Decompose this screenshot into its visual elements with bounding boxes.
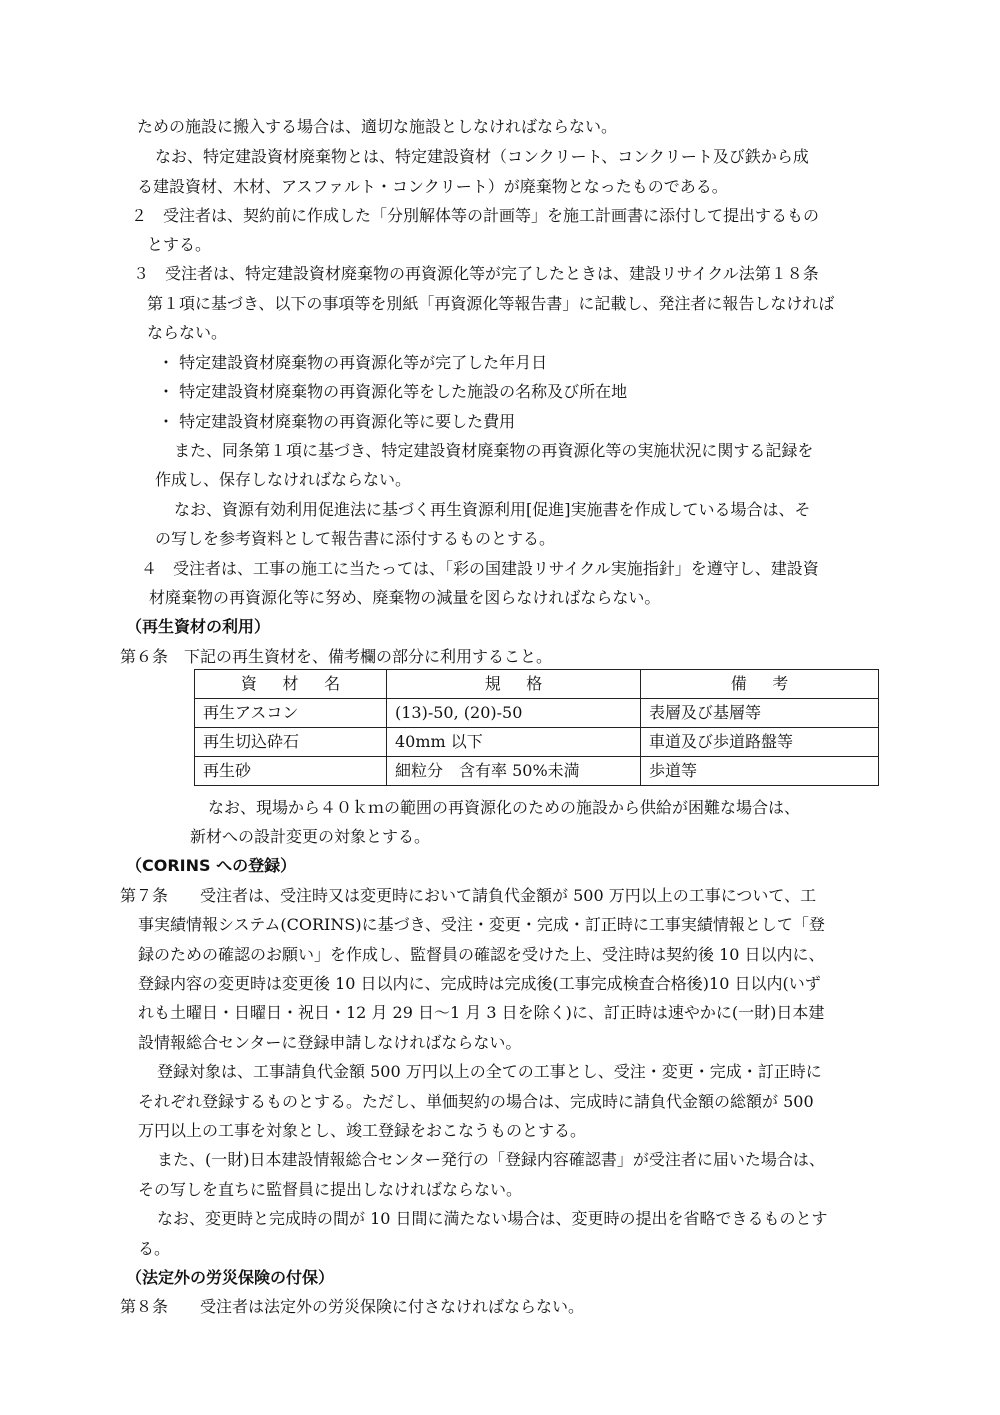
table-cell: 細粒分 含有率 50%未満 <box>387 757 641 786</box>
text-line: その写しを直ちに監督員に提出しなければならない。 <box>138 1180 523 1199</box>
text-line: れも土曜日・日曜日・祝日・12 月 29 日～1 月 3 日を除く)に、訂正時は速やかに(一財)日本建 <box>138 1003 825 1022</box>
text-line: なお、特定建設資材廃棄物とは、特定建設資材（コンクリート、コンクリート及び鉄から成 <box>155 147 809 166</box>
table-header: 備考 <box>641 670 879 699</box>
text-line: なお、現場から４０ｋｍの範囲の再資源化のための施設から供給が困難な場合は、 <box>208 798 801 817</box>
table-cell: 車道及び歩道路盤等 <box>641 728 879 757</box>
text-line: 登録対象は、工事請負代金額 500 万円以上の全ての工事とし、受注・変更・完成・訂正時に <box>157 1062 822 1081</box>
text-line: また、(一財)日本建設情報総合センター発行の「登録内容確認書」が受注者に届いた場合は、 <box>157 1150 825 1169</box>
text-line: 事実績情報システム(CORINS)に基づき、受注・変更・完成・訂正時に工事実績情報として「登 <box>138 915 825 934</box>
section-heading: （法定外の労災保険の付保） <box>126 1268 335 1287</box>
text-line: 設情報総合センターに登録申請しなければならない。 <box>138 1033 522 1052</box>
text-line: 材廃棄物の再資源化等に努め、廃棄物の減量を図らなければならない。 <box>149 588 661 607</box>
text-line: る。 <box>138 1239 171 1258</box>
text-line: 新材への設計変更の対象とする。 <box>190 827 431 846</box>
table-cell: (13)-50, (20)-50 <box>387 699 641 728</box>
section-heading: （CORINS への登録） <box>126 856 297 875</box>
table-header: 資材名 <box>195 670 387 699</box>
text-line: なお、資源有効利用促進法に基づく再生資源利用[促進]実施書を作成している場合は、そ <box>174 500 811 519</box>
bullet-item: ・ 特定建設資材廃棄物の再資源化等が完了した年月日 <box>158 353 548 372</box>
text-line: ２ 受注者は、契約前に作成した「分別解体等の計画等」を施工計画書に添付して提出するもの <box>131 206 820 225</box>
table-row <box>195 728 879 757</box>
section-heading: （再生資材の利用） <box>126 617 271 636</box>
text-line: 作成し、保存しなければならない。 <box>155 470 412 489</box>
text-line: ４ 受注者は、工事の施工に当たっては、「彩の国建設リサイクル実施指針」を遵守し、建設資 <box>141 559 819 578</box>
text-line: それぞれ登録するものとする。ただし、単価契約の場合は、完成時に請負代金額の総額が 500 <box>138 1092 814 1111</box>
table-cell: 40mm 以下 <box>387 728 641 757</box>
text-line: ならない。 <box>147 323 228 342</box>
text-line: ３ 受注者は、特定建設資材廃棄物の再資源化等が完了したときは、建設リサイクル法第１８条 <box>133 264 819 283</box>
table-cell: 再生切込砕石 <box>195 728 387 757</box>
article-line: 第８条 受注者は法定外の労災保険に付さなければならない。 <box>120 1297 585 1316</box>
text-line: とする。 <box>147 235 212 254</box>
table-row <box>195 699 879 728</box>
recycled-materials-table <box>194 669 879 786</box>
article-line: 第６条 下記の再生資材を、備考欄の部分に利用すること。 <box>120 647 553 666</box>
table-cell: 再生砂 <box>195 757 387 786</box>
table-cell: 再生アスコン <box>195 699 387 728</box>
table-row <box>195 757 879 786</box>
table-header: 規格 <box>387 670 641 699</box>
text-line: ための施設に搬入する場合は、適切な施設としなければならない。 <box>137 117 618 136</box>
text-line: 登録内容の変更時は変更後 10 日以内に、完成時は完成後(工事完成検査合格後)10 日以内(いず <box>138 974 821 993</box>
bullet-item: ・ 特定建設資材廃棄物の再資源化等に要した費用 <box>158 412 516 431</box>
text-line: 第１項に基づき、以下の事項等を別紙「再資源化等報告書」に記載し、発注者に報告しなければ <box>147 294 835 313</box>
text-line: の写しを参考資料として報告書に添付するものとする。 <box>155 529 556 548</box>
text-line: なお、変更時と完成時の間が 10 日間に満たない場合は、変更時の提出を省略できるものとす <box>157 1209 828 1228</box>
bullet-item: ・ 特定建設資材廃棄物の再資源化等をした施設の名称及び所在地 <box>158 382 628 401</box>
table-cell: 歩道等 <box>641 757 879 786</box>
text-line: る建設資材、木材、アスファルト・コンクリート）が廃棄物となったものである。 <box>137 177 728 196</box>
table-header-row <box>195 670 879 699</box>
article-line: 第７条 受注者は、受注時又は変更時において請負代金額が 500 万円以上の工事について、工 <box>120 886 817 905</box>
table-cell: 表層及び基層等 <box>641 699 879 728</box>
text-line: 録のための確認のお願い」を作成し、監督員の確認を受けた上、受注時は契約後 10 日以内に、 <box>138 945 825 964</box>
text-line: また、同条第１項に基づき、特定建設資材廃棄物の再資源化等の実施状況に関する記録を <box>174 441 814 460</box>
text-line: 万円以上の工事を対象とし、竣工登録をおこなうものとする。 <box>138 1121 587 1140</box>
